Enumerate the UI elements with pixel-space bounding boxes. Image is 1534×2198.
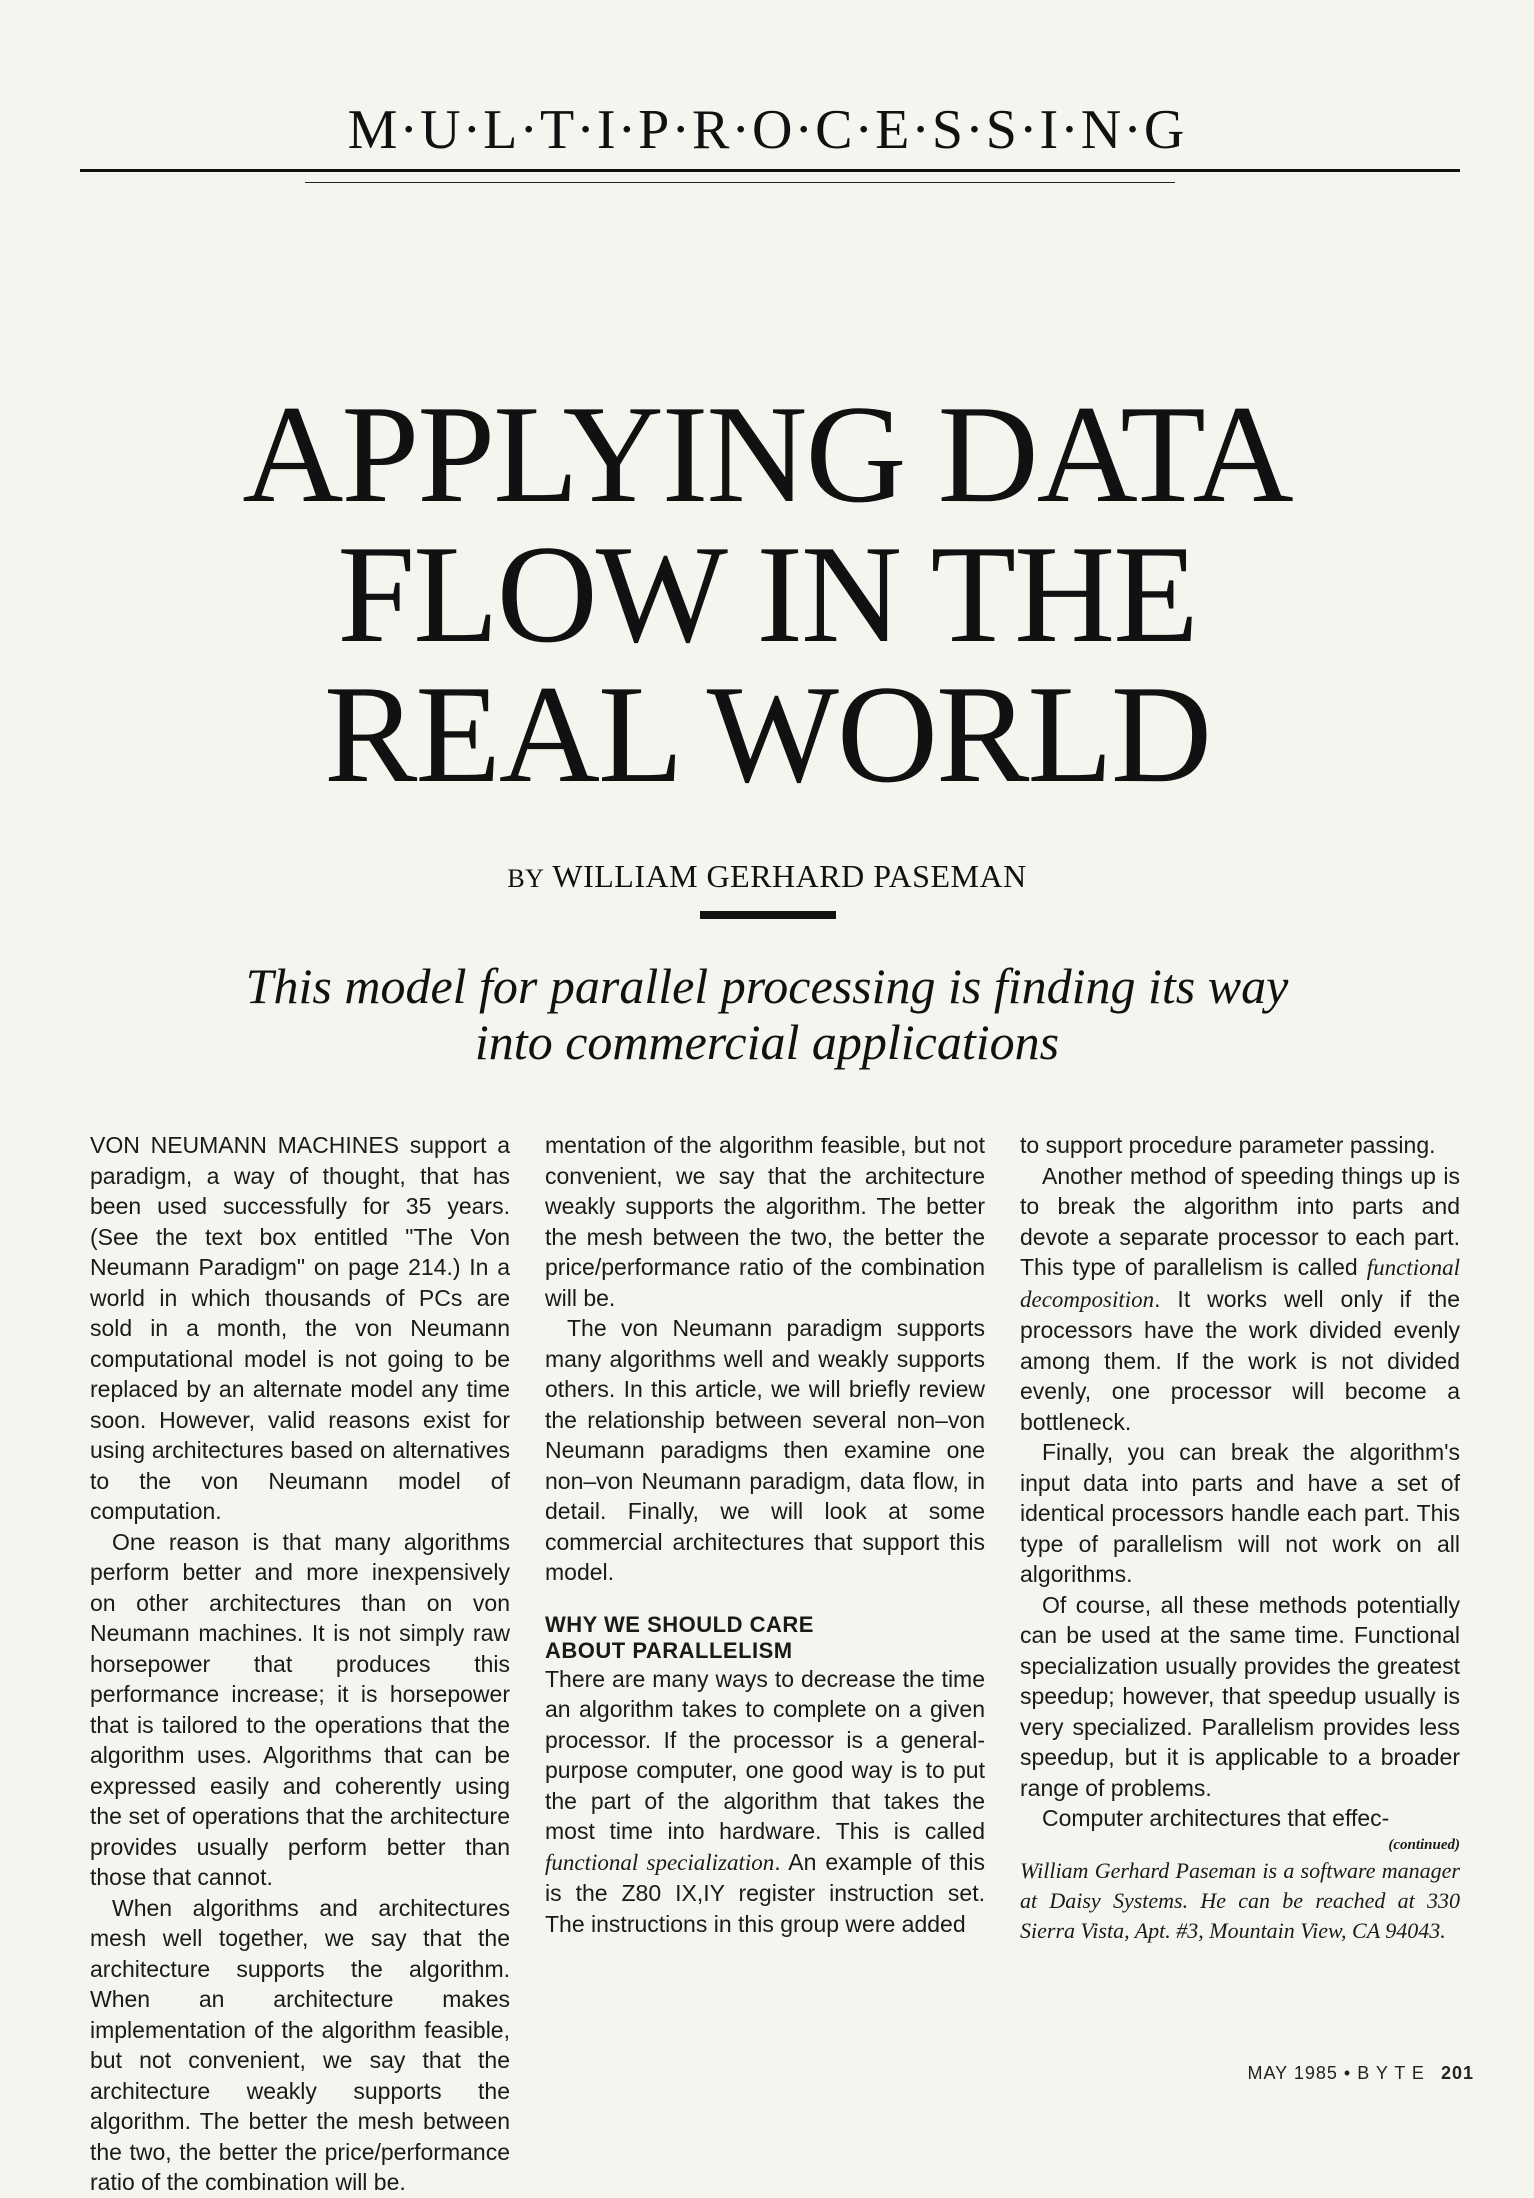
paragraph-4: The von Neumann paradigm supports many algorithms well and weakly supports others. In this article, we will briefly review the relationship between several non–von Neumann paradigms then examine one non–von Neumann paradigm, data flow, in detail. Finally, we will look at some commercial architectures that support this model.: [545, 1315, 985, 1585]
page-number: 201: [1440, 2063, 1474, 2083]
page-footer: [1248, 2063, 1474, 2084]
paragraph-9: Computer architectures that effec-: [1042, 1805, 1390, 1831]
deck-line-2: into commercial applications: [474, 1014, 1060, 1070]
subhead-line-2: ABOUT PARALLELISM: [545, 1637, 793, 1663]
paragraph-5-continued: to support procedure parameter passing.: [1020, 1132, 1436, 1158]
header-rule-thin: [305, 182, 1175, 183]
deck-line-1: This model for parallel processing is finding its way: [245, 958, 1289, 1014]
header-rule-thick: [80, 169, 1460, 172]
byline-author: WILLIAM GERHARD PASEMAN: [552, 858, 1027, 894]
paragraph-8: Of course, all these methods potentially can be used at the same time. Functional specialization usually provides the greatest speedup; however, that speedup usually is very specialized. Parallelism provides less speedup, but it is applicable to a broader range of problems.: [1020, 1591, 1460, 1801]
paragraph-6-text: Another method of speeding things up is to break the algorithm into parts and devote a separate processor to each part. This type of parallelism is called: [1020, 1162, 1460, 1280]
article-deck: [150, 958, 1384, 1070]
title-line-1: APPLYING DATA: [242, 377, 1292, 532]
continued-note: (continued): [1388, 1836, 1460, 1853]
subhead: [545, 1612, 985, 1664]
paragraph-5: [545, 1664, 985, 1940]
paragraph-3-continued: mentation of the algorithm feasible, but not convenient, we say that the architecture weakly supports the algorithm. The better the mesh between the two, the better the price/performance ratio of the combination will be.: [545, 1132, 985, 1311]
paragraph-5-text-end: . An example of this is the Z80 IX,IY register instruction set. The instructions in this group were added: [545, 1848, 985, 1937]
author-bio: William Gerhard Paseman is a software manager at Daisy Systems. He can be reached at 330 Sierra Vista, Apt. #3, Mountain View, CA 94043.: [1020, 1857, 1460, 1943]
title-line-2: FLOW IN THE: [337, 517, 1197, 672]
title-line-3: REAL WORLD: [323, 657, 1211, 812]
text-column-1: [90, 1130, 510, 2195]
byline: [0, 858, 1534, 895]
subhead-line-1: WHY WE SHOULD CARE: [545, 1611, 814, 1637]
paragraph-3: When algorithms and architectures mesh well together, we say that the architecture supports the algorithm. When an architecture makes implementation of the algorithm feasible, but not convenient, we say that the architecture weakly supports the algorithm. The better the mesh between the two, the better the price/performance ratio of the combination will be.: [90, 1894, 510, 2195]
paragraph-6: [1020, 1161, 1460, 1438]
paragraph-1: VON NEUMANN MACHINES support a paradigm, a way of thought, that has been used successfully for 35 years. (See the text box entitled "The Von Neumann Paradigm" on page 214.) In a world in which thousands of PCs are sold in a month, the von Neumann computational model is not going to be replaced by an alternate model any time soon. However, valid reasons exist for using architectures based on alternatives to the von Neumann model of computation.: [90, 1132, 510, 1524]
byline-rule: [700, 911, 836, 919]
term-functional-decomposition: functional decomposition: [1020, 1255, 1460, 1312]
article-title: [0, 377, 1534, 812]
paragraph-7: Finally, you can break the algorithm's input data into parts and have a set of identical processors handle each part. This type of parallelism will not work on all algorithms.: [1020, 1439, 1460, 1587]
section-title: M·U·L·T·I·P·R·O·C·E·S·S·I·N·G: [347, 99, 1187, 161]
term-functional-specialization: functional specialization: [545, 1849, 775, 1875]
paragraph-2: One reason is that many algorithms perform better and more inexpensively on other architectures than on von Neumann machines. It is not simply raw horsepower that produces this performance increase; it is horsepower that is tailored to the operations that the algorithm uses. Algorithms that can be expressed easily and coherently using the set of operations that the architecture provides usually perform better than those that cannot.: [90, 1528, 510, 1890]
paragraph-6-text-end: . It works well only if the processors have the work divided evenly among them. If the work is not divided evenly, one processor will become a bottleneck.: [1020, 1285, 1460, 1435]
text-column-3: [1020, 1130, 1460, 1946]
byline-by: BY: [507, 864, 545, 893]
paragraph-5-text: There are many ways to decrease the time an algorithm takes to complete on a given processor. If the processor is a general-purpose computer, one good way is to put the part of the algorithm that takes the most time into hardware. This is called: [545, 1665, 985, 1844]
footer-issue: MAY 1985 • B Y T E: [1247, 2063, 1425, 2083]
text-column-2: [545, 1130, 985, 1939]
